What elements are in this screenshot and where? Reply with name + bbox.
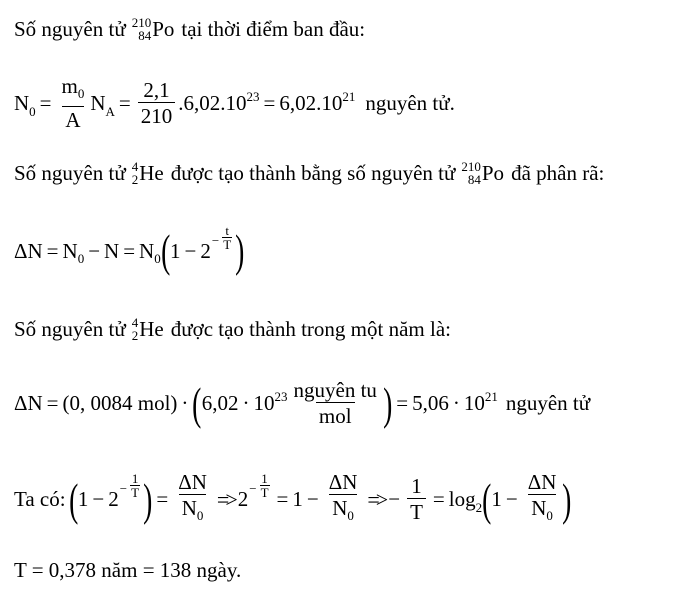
avogadro-coef: 6,02 (201, 391, 239, 415)
intro-po-line (14, 16, 365, 42)
exponent-minus-2: − (119, 481, 128, 497)
result-unit: nguyên tử (505, 391, 591, 415)
intro-rest: tại thời điểm ban đầu: (181, 16, 366, 41)
implies-arrow: => (216, 486, 234, 512)
n0-subscript-2: 0 (77, 251, 85, 266)
na-symbol: N (90, 91, 106, 116)
avogadro-ten: 10 (253, 391, 275, 415)
one-digit-2: 1 (77, 487, 89, 512)
dot-operator: · (181, 391, 189, 415)
he-rest-text: đã phân rã: (511, 160, 605, 185)
dn-over-n0-fraction-3 (525, 470, 560, 529)
n0-equation (14, 74, 455, 133)
dot-operator: · (242, 391, 250, 415)
log-base: 2 (475, 499, 483, 515)
dn-over-n0-fraction (175, 470, 210, 529)
log-symbol: log (448, 487, 476, 512)
one-num-3: 1 (411, 474, 422, 499)
n0-subscript: 0 (29, 103, 36, 119)
right-paren-4: ) (562, 473, 572, 525)
po-mass: 210 (131, 15, 152, 30)
n0-den-3: N (531, 496, 547, 520)
t-symbol: t (225, 222, 230, 238)
right-paren-2: ) (382, 377, 393, 429)
decay-exponent (212, 224, 235, 251)
equals-sign: = (39, 91, 52, 116)
he-nuclide-2 (132, 316, 164, 342)
avogadro-exp: 23 (274, 388, 288, 404)
he-mass: 4 (131, 159, 139, 174)
po-mass-2: 210 (461, 159, 481, 174)
avogadro-exponent: 23 (246, 88, 260, 104)
n0-den-sub-2: 0 (347, 508, 354, 524)
dn-num-3: ΔN (527, 470, 557, 494)
he-mass-2: 4 (131, 315, 139, 330)
one-over-T-big-fraction (407, 474, 426, 525)
T-symbol: T (223, 236, 232, 252)
minus-sign: − (505, 487, 518, 512)
two-base-3: 2 (237, 487, 249, 512)
minus-sign: − (184, 238, 197, 263)
po-atomic: 84 (138, 28, 152, 43)
m-symbol: m (61, 74, 78, 98)
T-den-3: T (407, 498, 426, 525)
n0-den-sub: 0 (196, 508, 204, 524)
mass-fraction (138, 78, 176, 129)
per-mol-numerator: nguyên tu (293, 378, 377, 402)
molar-mass-value: 210 (138, 102, 176, 129)
delta-n-equation (14, 222, 245, 276)
equals-sign: = (263, 91, 276, 116)
T-den: T (131, 485, 140, 501)
one-over-T-fraction-2 (260, 472, 270, 499)
intro-text: Số nguyên tử (14, 16, 126, 41)
equals-sign: = (46, 238, 59, 263)
dn-over-n0-fraction-2 (326, 470, 361, 529)
he-symbol-2: He (139, 316, 164, 341)
na-subscript: A (105, 103, 115, 119)
n0-den-sub-3: 0 (546, 508, 553, 524)
he-atomic-2: 2 (131, 328, 139, 343)
n-symbol: N (104, 238, 120, 263)
dn-num-2: ΔN (328, 470, 358, 494)
one-over-T-fraction (130, 472, 140, 499)
equals-sign: = (432, 487, 445, 512)
delta-n-symbol-2: ΔN (14, 391, 43, 415)
final-result-text: T = 0,378 năm = 138 ngày. (14, 558, 242, 582)
two-base: 2 (200, 238, 211, 263)
equals-sign: = (46, 391, 59, 415)
two-base-2: 2 (108, 487, 119, 512)
one-num: 1 (131, 471, 139, 487)
po-atomic-2: 84 (467, 172, 481, 187)
intro-he-year-line (14, 316, 451, 342)
n0-subscript-3: 0 (154, 251, 161, 266)
equals-sign: = (123, 238, 136, 263)
year-rest-text: được tạo thành trong một năm là: (170, 316, 451, 341)
one-digit-3: 1 (292, 487, 303, 512)
final-result-line (14, 558, 241, 583)
dn-num: ΔN (178, 470, 207, 494)
one-digit: 1 (170, 238, 181, 263)
left-paren-3: ( (68, 473, 78, 525)
n0-symbol-2: N (62, 238, 78, 263)
result-exp: 21 (484, 388, 498, 404)
delta-n-symbol: ΔN (14, 238, 43, 263)
implies-arrow-2: => (367, 486, 385, 512)
n0-symbol-3: N (139, 238, 155, 263)
right-paren: ) (235, 225, 245, 276)
equals-sign: = (396, 391, 409, 415)
left-paren-2: ( (192, 377, 202, 429)
ta-co-equation (14, 470, 572, 529)
left-paren-4: ( (482, 473, 492, 525)
po-nuclide (132, 16, 175, 42)
equals-sign: = (118, 91, 131, 116)
m-subscript: 0 (77, 86, 85, 102)
minus-sign: − (92, 487, 105, 512)
T-den-2: T (260, 485, 269, 501)
a-symbol: A (62, 106, 83, 133)
n0-result-exponent: 21 (342, 88, 356, 104)
he-atomic: 2 (131, 172, 139, 187)
year-intro-text: Số nguyên tử (14, 316, 126, 341)
result-coef: 5,06 (412, 391, 449, 415)
exponent-2 (249, 472, 272, 499)
intro-he-po-line (14, 160, 604, 186)
mol-amount: (0, 0084 mol) (62, 391, 178, 415)
equals-sign: = (276, 487, 289, 512)
ta-co-label: Ta có: (14, 487, 66, 512)
n0-den-2: N (332, 496, 348, 520)
he-intro-text: Số nguyên tử (14, 160, 126, 185)
n0-unit: nguyên tử. (365, 91, 455, 116)
dot-operator: · (452, 391, 460, 415)
exponent-minus-3: − (249, 481, 257, 497)
exponent-minus: − (211, 232, 220, 248)
result-ten: 10 (463, 391, 485, 415)
he-nuclide (132, 160, 164, 186)
n0-symbol: N (14, 91, 30, 116)
per-mol-fraction (291, 378, 380, 429)
he-middle-text: được tạo thành bằng số nguyên tử (170, 160, 456, 185)
left-paren: ( (160, 225, 170, 276)
po-symbol-2: Po (481, 160, 505, 185)
mass-value: 2,1 (143, 78, 170, 103)
minus-sign: − (88, 238, 101, 263)
right-paren-3: ) (143, 473, 153, 525)
n0-den: N (181, 496, 197, 520)
exponent-1 (120, 472, 143, 499)
m0-over-a-fraction (59, 74, 88, 133)
per-mol-denominator: mol (316, 402, 355, 429)
po-symbol: Po (152, 16, 175, 41)
po-nuclide-2 (461, 160, 504, 186)
one-digit-4: 1 (491, 487, 502, 512)
minus-sign: − (306, 487, 319, 512)
he-symbol: He (139, 160, 164, 185)
avogadro-value: .6,02.10 (178, 91, 247, 116)
minus-sign: − (388, 487, 401, 512)
year-count-equation (14, 378, 590, 429)
t-over-T-fraction (222, 224, 232, 251)
equals-sign: = (156, 487, 169, 512)
n0-result: 6,02.10 (279, 91, 343, 116)
one-num-2: 1 (261, 471, 268, 487)
